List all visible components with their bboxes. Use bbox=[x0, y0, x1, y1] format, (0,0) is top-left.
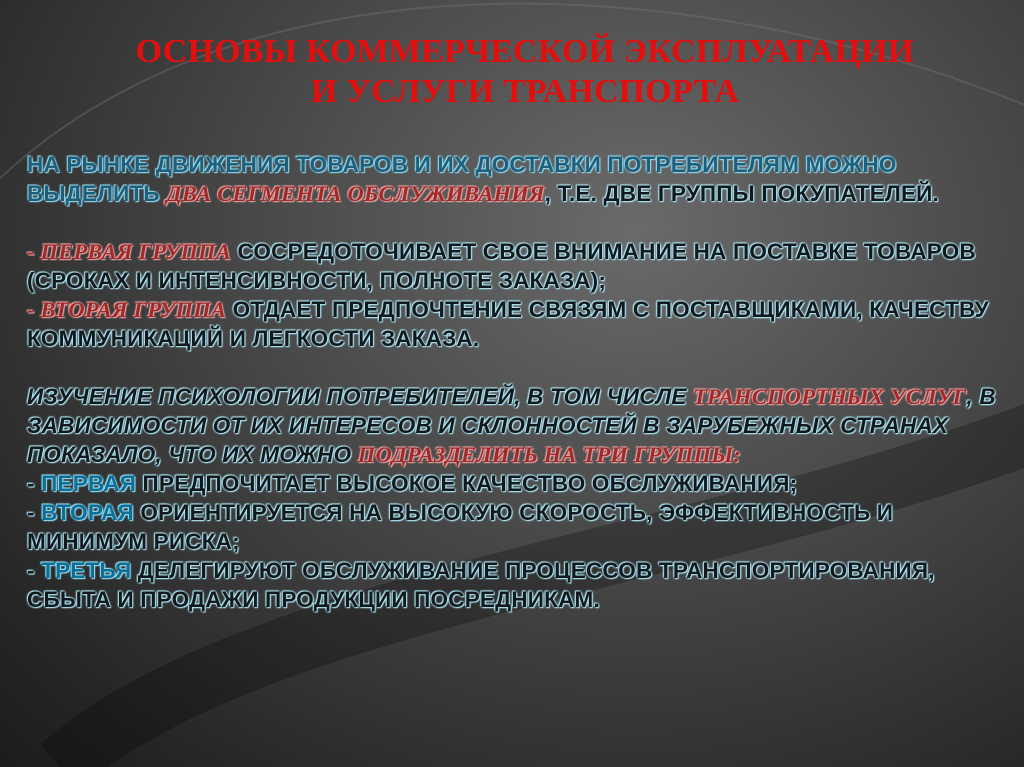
type-item-first bbox=[27, 469, 1012, 498]
group-text-second: ОТДАЕТ ПРЕДПОЧТЕНИЕ СВЯЗЯМ С ПОСТАВЩИКАМИ, КАЧЕСТВУ КОММУНИКАЦИЙ И ЛЕГКОСТИ ЗАКАЗА. bbox=[27, 297, 989, 351]
slide-body bbox=[27, 150, 1012, 614]
bullet-dash: - bbox=[27, 471, 42, 496]
title-line-1: ОСНОВЫ КОММЕРЧЕСКОЙ ЭКСПЛУАТАЦИИ bbox=[135, 33, 915, 70]
type-label-second: ВТОРАЯ bbox=[41, 500, 134, 525]
research-highlight-groups: ПОДРАЗДЕЛИТЬ НА ТРИ ГРУППЫ: bbox=[357, 442, 742, 467]
intro-text-a: НА РЫНКЕ ДВИЖЕНИЯ ТОВАРОВ И ИХ ДОСТАВКИ ПОТРЕБИТЕЛЯМ МОЖНО ВЫДЕЛИТЬ bbox=[27, 152, 897, 206]
intro-paragraph bbox=[27, 150, 1012, 208]
intro-text-c: , Т.Е. ДВЕ ГРУППЫ ПОКУПАТЕЛЕЙ. bbox=[544, 181, 939, 206]
type-text-first: ПРЕДПОЧИТАЕТ ВЫСОКОЕ КАЧЕСТВО ОБСЛУЖИВАНИЯ; bbox=[136, 471, 798, 496]
group-label-second: ВТОРАЯ ГРУППА bbox=[40, 297, 227, 322]
bullet-dash: - bbox=[27, 297, 41, 322]
group-item-second bbox=[27, 295, 1012, 353]
title-line-2: И УСЛУГИ ТРАНСПОРТА bbox=[310, 73, 740, 110]
type-text-third: ДЕЛЕГИРУЮТ ОБСЛУЖИВАНИЕ ПРОЦЕССОВ ТРАНСПОРТИРОВАНИЯ, СБЫТА И ПРОДАЖИ ПРОДУКЦИИ ПОСРЕДНИКАМ. bbox=[27, 558, 935, 612]
type-label-third: ТРЕТЬЯ bbox=[41, 558, 132, 583]
research-highlight-transport: ТРАНСПОРТНЫХ УСЛУГ bbox=[693, 384, 967, 409]
intro-highlight-segments: ДВА СЕГМЕНТА ОБСЛУЖИВАНИЯ bbox=[166, 181, 545, 206]
bullet-dash: - bbox=[27, 500, 42, 525]
type-item-second bbox=[27, 498, 1012, 556]
group-item-first bbox=[27, 237, 1012, 295]
slide-title bbox=[45, 32, 1005, 112]
group-label-first: ПЕРВАЯ ГРУППА bbox=[40, 239, 232, 264]
research-text-a: ИЗУЧЕНИЕ ПСИХОЛОГИИ ПОТРЕБИТЕЛЕЙ, В ТОМ ЧИСЛЕ bbox=[27, 384, 694, 409]
type-label-first: ПЕРВАЯ bbox=[41, 471, 137, 496]
type-item-third bbox=[27, 556, 1012, 614]
group-text-first: СОСРЕДОТОЧИВАЕТ СВОЕ ВНИМАНИЕ НА ПОСТАВКЕ ТОВАРОВ (СРОКАХ И ИНТЕНСИВНОСТИ, ПОЛНОТЕ ЗАКАЗА); bbox=[27, 239, 976, 293]
research-paragraph bbox=[27, 382, 1012, 469]
type-text-second: ОРИЕНТИРУЕТСЯ НА ВЫСОКУЮ СКОРОСТЬ, ЭФФЕКТИВНОСТЬ И МИНИМУМ РИСКА; bbox=[27, 500, 894, 554]
research-text-c: , В ЗАВИСИМОСТИ ОТ ИХ ИНТЕРЕСОВ И СКЛОННОСТЕЙ В ЗАРУБЕЖНЫХ СТРАНАХ ПОКАЗАЛО, ЧТО ИХ МОЖНО bbox=[27, 384, 996, 467]
bullet-dash: - bbox=[27, 558, 42, 583]
bullet-dash: - bbox=[27, 239, 41, 264]
